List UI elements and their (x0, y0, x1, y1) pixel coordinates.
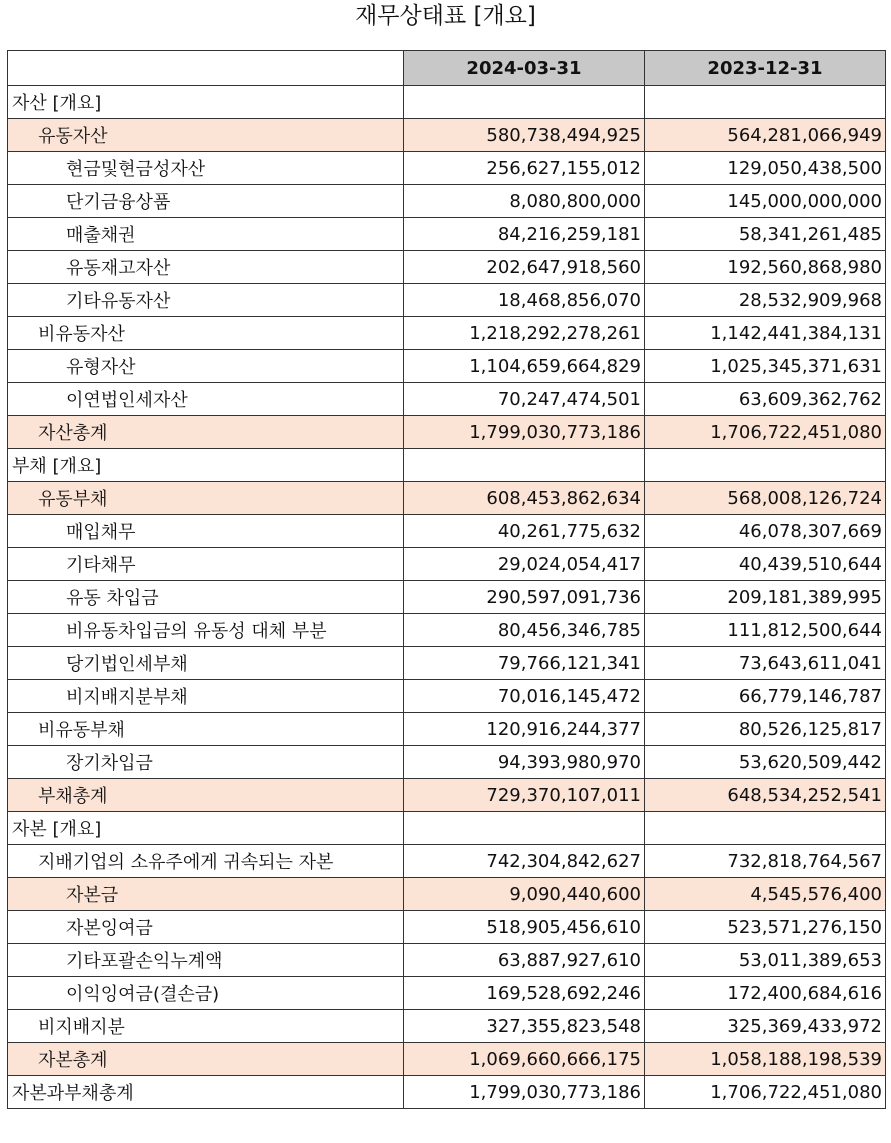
row-value-prior: 129,050,438,500 (645, 152, 886, 185)
table-row (8, 812, 886, 845)
row-value-current: 18,468,856,070 (404, 284, 645, 317)
row-label: 장기차입금 (8, 746, 404, 779)
row-value-current: 120,916,244,377 (404, 713, 645, 746)
balance-sheet-table (7, 50, 886, 1109)
row-label: 자본총계 (8, 1043, 404, 1076)
row-label: 단기금융상품 (8, 185, 404, 218)
row-label: 당기법인세부채 (8, 647, 404, 680)
table-row (8, 515, 886, 548)
row-value-current: 518,905,456,610 (404, 911, 645, 944)
table-row (8, 581, 886, 614)
table-header-row (8, 51, 886, 86)
row-value-current: 1,069,660,666,175 (404, 1043, 645, 1076)
row-value-prior: 53,011,389,653 (645, 944, 886, 977)
header-period-2023-12-31: 2023-12-31 (645, 51, 886, 86)
header-period-2024-03-31: 2024-03-31 (404, 51, 645, 86)
row-value-current: 256,627,155,012 (404, 152, 645, 185)
row-value-prior: 209,181,389,995 (645, 581, 886, 614)
row-label: 자본잉여금 (8, 911, 404, 944)
row-value-current: 169,528,692,246 (404, 977, 645, 1010)
table-row (8, 152, 886, 185)
row-label: 자본금 (8, 878, 404, 911)
row-value-prior (645, 86, 886, 119)
row-value-prior: 28,532,909,968 (645, 284, 886, 317)
row-label: 기타채무 (8, 548, 404, 581)
row-label: 매출채권 (8, 218, 404, 251)
table-row (8, 614, 886, 647)
table-row (8, 251, 886, 284)
row-value-current: 1,104,659,664,829 (404, 350, 645, 383)
table-row (8, 548, 886, 581)
row-value-current: 84,216,259,181 (404, 218, 645, 251)
row-value-prior (645, 449, 886, 482)
row-label: 매입채무 (8, 515, 404, 548)
row-value-prior: 58,341,261,485 (645, 218, 886, 251)
table-row (8, 746, 886, 779)
row-value-prior: 1,142,441,384,131 (645, 317, 886, 350)
table-row (8, 977, 886, 1010)
row-value-prior: 732,818,764,567 (645, 845, 886, 878)
row-label: 비지배지분 (8, 1010, 404, 1043)
table-row (8, 647, 886, 680)
row-label: 비지배지분부채 (8, 680, 404, 713)
row-value-current: 70,247,474,501 (404, 383, 645, 416)
row-label: 지배기업의 소유주에게 귀속되는 자본 (8, 845, 404, 878)
row-label: 부채 [개요] (8, 449, 404, 482)
table-row (8, 383, 886, 416)
row-value-prior: 1,706,722,451,080 (645, 416, 886, 449)
table-row (8, 1043, 886, 1076)
row-value-prior: 564,281,066,949 (645, 119, 886, 152)
row-value-current: 729,370,107,011 (404, 779, 645, 812)
row-label: 기타포괄손익누계액 (8, 944, 404, 977)
table-row (8, 317, 886, 350)
row-value-current: 608,453,862,634 (404, 482, 645, 515)
row-label: 자본과부채총계 (8, 1076, 404, 1109)
table-row (8, 416, 886, 449)
row-value-current: 9,090,440,600 (404, 878, 645, 911)
row-value-prior: 63,609,362,762 (645, 383, 886, 416)
table-row (8, 185, 886, 218)
row-value-current (404, 86, 645, 119)
row-value-prior: 1,025,345,371,631 (645, 350, 886, 383)
table-row (8, 779, 886, 812)
row-value-prior: 53,620,509,442 (645, 746, 886, 779)
row-value-prior: 46,078,307,669 (645, 515, 886, 548)
row-value-current (404, 449, 645, 482)
row-label: 유동자산 (8, 119, 404, 152)
row-value-current: 80,456,346,785 (404, 614, 645, 647)
row-label: 자산 [개요] (8, 86, 404, 119)
table-row (8, 680, 886, 713)
table-row (8, 119, 886, 152)
row-value-prior: 1,706,722,451,080 (645, 1076, 886, 1109)
page-title: 재무상태표 [개요] (355, 3, 536, 29)
row-value-current: 8,080,800,000 (404, 185, 645, 218)
table-row (8, 284, 886, 317)
row-value-prior: 648,534,252,541 (645, 779, 886, 812)
row-value-current: 79,766,121,341 (404, 647, 645, 680)
row-value-prior (645, 812, 886, 845)
row-label: 기타유동자산 (8, 284, 404, 317)
table-row (8, 350, 886, 383)
row-value-current: 580,738,494,925 (404, 119, 645, 152)
row-label: 부채총계 (8, 779, 404, 812)
row-label: 유동부채 (8, 482, 404, 515)
row-label: 유동재고자산 (8, 251, 404, 284)
table-row (8, 911, 886, 944)
table-row (8, 1076, 886, 1109)
row-value-prior: 523,571,276,150 (645, 911, 886, 944)
row-value-current: 290,597,091,736 (404, 581, 645, 614)
row-value-current: 1,218,292,278,261 (404, 317, 645, 350)
row-label: 유동 차입금 (8, 581, 404, 614)
table-row (8, 86, 886, 119)
row-label: 이연법인세자산 (8, 383, 404, 416)
table-row (8, 845, 886, 878)
table-row (8, 878, 886, 911)
row-value-current: 202,647,918,560 (404, 251, 645, 284)
row-label: 이익잉여금(결손금) (8, 977, 404, 1010)
row-value-current: 1,799,030,773,186 (404, 1076, 645, 1109)
row-label: 비유동차입금의 유동성 대체 부분 (8, 614, 404, 647)
row-value-prior: 192,560,868,980 (645, 251, 886, 284)
row-value-current: 40,261,775,632 (404, 515, 645, 548)
row-value-prior: 145,000,000,000 (645, 185, 886, 218)
table-row (8, 1010, 886, 1043)
row-value-prior: 66,779,146,787 (645, 680, 886, 713)
row-value-current: 70,016,145,472 (404, 680, 645, 713)
table-row (8, 944, 886, 977)
row-label: 비유동부채 (8, 713, 404, 746)
row-value-prior: 73,643,611,041 (645, 647, 886, 680)
header-blank-cell (8, 51, 404, 86)
row-label: 자산총계 (8, 416, 404, 449)
row-value-current (404, 812, 645, 845)
row-value-prior: 1,058,188,198,539 (645, 1043, 886, 1076)
row-value-prior: 325,369,433,972 (645, 1010, 886, 1043)
row-value-current: 94,393,980,970 (404, 746, 645, 779)
table-row (8, 449, 886, 482)
table-row (8, 218, 886, 251)
row-value-current: 327,355,823,548 (404, 1010, 645, 1043)
table-row (8, 482, 886, 515)
row-label: 자본 [개요] (8, 812, 404, 845)
row-value-prior: 568,008,126,724 (645, 482, 886, 515)
row-label: 현금및현금성자산 (8, 152, 404, 185)
row-value-prior: 80,526,125,817 (645, 713, 886, 746)
row-value-prior: 40,439,510,644 (645, 548, 886, 581)
row-value-current: 742,304,842,627 (404, 845, 645, 878)
row-value-prior: 172,400,684,616 (645, 977, 886, 1010)
row-value-prior: 111,812,500,644 (645, 614, 886, 647)
table-row (8, 713, 886, 746)
row-value-current: 29,024,054,417 (404, 548, 645, 581)
row-value-current: 63,887,927,610 (404, 944, 645, 977)
row-label: 유형자산 (8, 350, 404, 383)
row-value-current: 1,799,030,773,186 (404, 416, 645, 449)
row-value-prior: 4,545,576,400 (645, 878, 886, 911)
row-label: 비유동자산 (8, 317, 404, 350)
